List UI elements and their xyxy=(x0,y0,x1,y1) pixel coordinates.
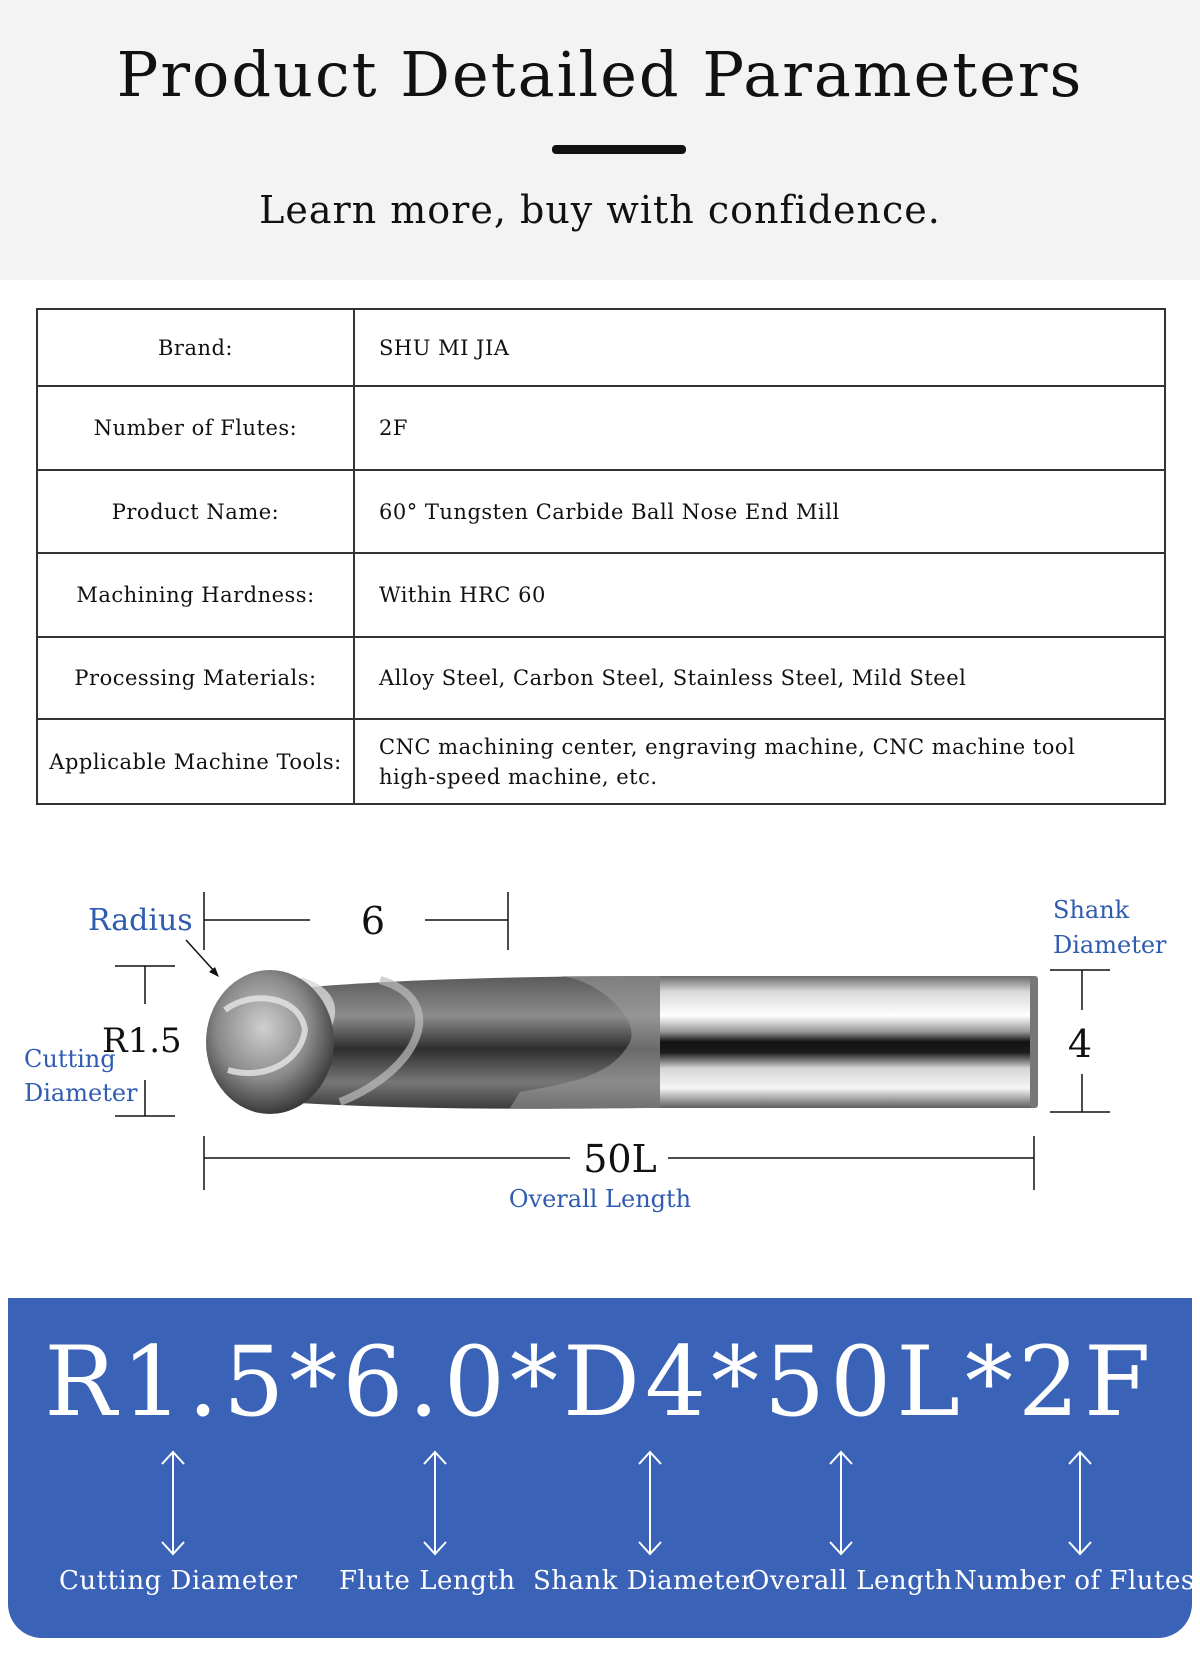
shank-label: Shank xyxy=(1053,896,1130,924)
table-row xyxy=(37,637,1165,719)
spec-label-number-of-flutes: Number of Flutes xyxy=(954,1566,1195,1596)
table-row xyxy=(37,386,1165,470)
page-title: Product Detailed Parameters xyxy=(116,38,1084,111)
double-arrow-icon xyxy=(420,1448,450,1558)
spec-label-flute-length: Flute Length xyxy=(339,1566,516,1596)
param-label: Machining Hardness: xyxy=(37,553,354,637)
radius-pointer xyxy=(186,940,215,972)
param-value: 60° Tungsten Carbide Ball Nose End Mill xyxy=(354,470,1165,553)
table-row xyxy=(37,309,1165,386)
table-row xyxy=(37,470,1165,553)
spec-banner xyxy=(8,1298,1195,1638)
radius-label: Radius xyxy=(88,903,193,938)
param-value: 2F xyxy=(354,386,1165,470)
param-value xyxy=(354,719,1165,804)
spec-label-shank-diameter: Shank Diameter xyxy=(533,1566,754,1596)
end-mill-diagram xyxy=(0,880,1200,1220)
shank-end xyxy=(1030,976,1038,1108)
overall-label: Overall Length xyxy=(508,1185,692,1213)
param-label: Brand: xyxy=(37,309,354,386)
spec-code: R1.5*6.0*D4*50L*2F xyxy=(44,1326,1156,1438)
radius-value: R1.5 xyxy=(102,1021,182,1061)
header xyxy=(0,0,1200,280)
param-label: Product Name: xyxy=(37,470,354,553)
overall-value: 50L xyxy=(583,1137,657,1181)
param-value-line: high-speed machine, etc. xyxy=(379,764,658,789)
param-value: Alloy Steel, Carbon Steel, Stainless Steel, Mild Steel xyxy=(354,637,1165,719)
param-value: Within HRC 60 xyxy=(354,553,1165,637)
page-subtitle: Learn more, buy with confidence. xyxy=(259,188,941,232)
param-value: SHU MI JIA xyxy=(354,309,1165,386)
param-value-line: CNC machining center, engraving machine, CNC machine tool xyxy=(379,734,1076,759)
shank-value: 4 xyxy=(1067,1022,1093,1066)
double-arrow-icon xyxy=(158,1448,188,1558)
tool-shank xyxy=(660,976,1036,1108)
cutting-label: Diameter xyxy=(24,1079,138,1107)
double-arrow-icon xyxy=(635,1448,665,1558)
spec-label-overall-length: Overall Length xyxy=(748,1566,953,1596)
parameters-table xyxy=(36,308,1166,805)
shank-label: Diameter xyxy=(1053,931,1167,959)
param-label: Number of Flutes: xyxy=(37,386,354,470)
cutting-label: Cutting xyxy=(24,1045,116,1073)
param-label: Processing Materials: xyxy=(37,637,354,719)
title-divider xyxy=(552,145,686,154)
table-row xyxy=(37,719,1165,804)
arrow-head-icon xyxy=(209,967,219,977)
param-label: Applicable Machine Tools: xyxy=(37,719,354,804)
ball-nose xyxy=(206,970,334,1114)
table-row xyxy=(37,553,1165,637)
double-arrow-icon xyxy=(1065,1448,1095,1558)
double-arrow-icon xyxy=(826,1448,856,1558)
flute-length-value: 6 xyxy=(360,899,386,943)
spec-label-cutting-diameter: Cutting Diameter xyxy=(59,1566,298,1596)
